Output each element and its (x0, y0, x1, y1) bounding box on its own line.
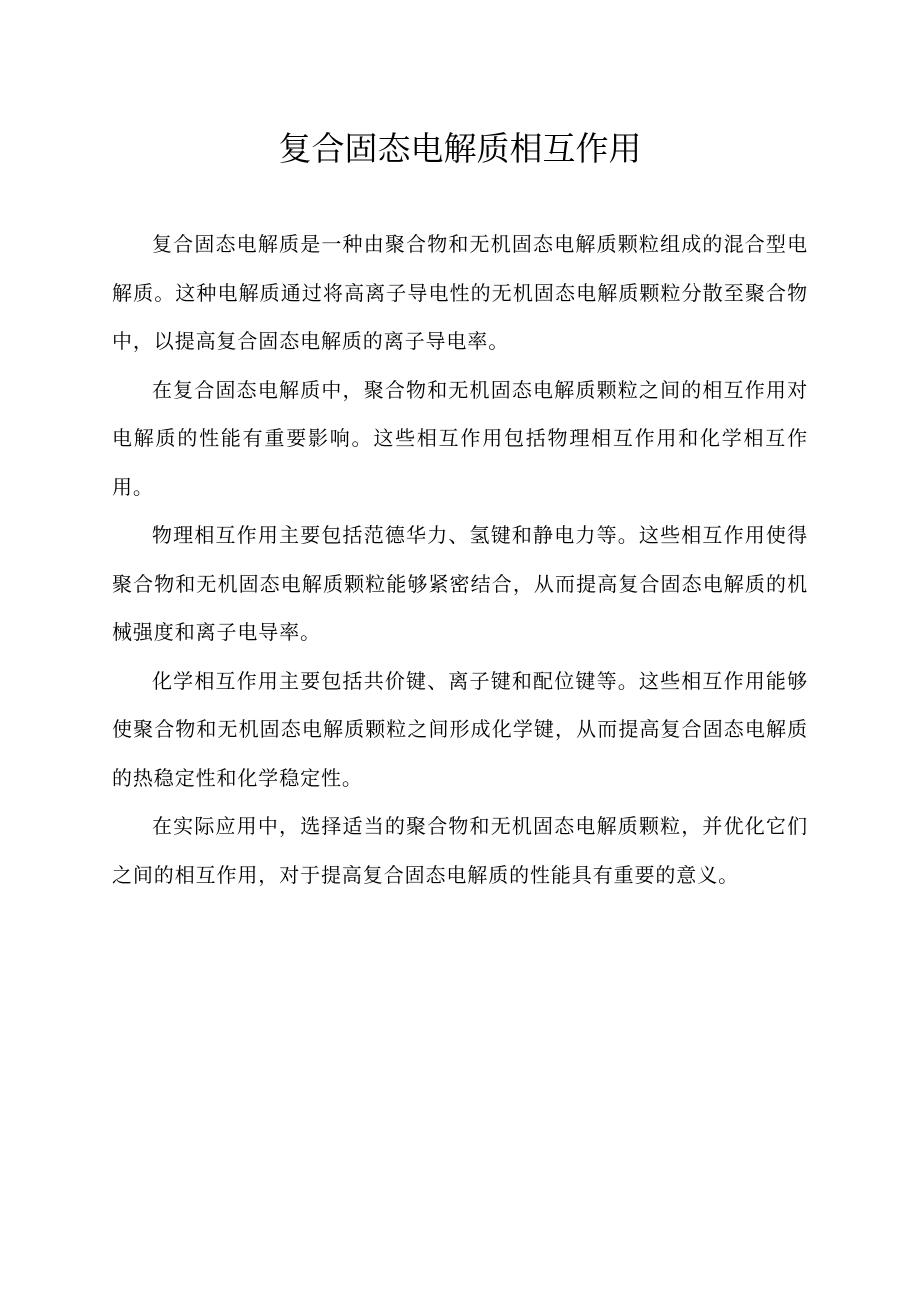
document-title: 复合固态电解质相互作用 (278, 129, 642, 168)
paragraph-intro: 复合固态电解质是一种由聚合物和无机固态电解质颗粒组成的混合型电解质。这种电解质通过将高离子导电性的无机固态电解质颗粒分散至聚合物中，以提高复合固态电解质的离子导电率。 (112, 232, 808, 353)
paragraph-physical: 物理相互作用主要包括范德华力、氢键和静电力等。这些相互作用使得聚合物和无机固态电解质颗粒能够紧密结合，从而提高复合固态电解质的机械强度和离子电导率。 (112, 523, 808, 644)
document-body (112, 220, 808, 899)
paragraph-application: 在实际应用中，选择适当的聚合物和无机固态电解质颗粒，并优化它们之间的相互作用，对于提高复合固态电解质的性能具有重要的意义。 (112, 814, 808, 887)
paragraph-chemical: 化学相互作用主要包括共价键、离子键和配位键等。这些相互作用能够使聚合物和无机固态电解质颗粒之间形成化学键，从而提高复合固态电解质的热稳定性和化学稳定性。 (112, 668, 808, 790)
paragraph-interactions: 在复合固态电解质中，聚合物和无机固态电解质颗粒之间的相互作用对电解质的性能有重要影响。这些相互作用包括物理相互作用和化学相互作用。 (112, 377, 808, 499)
